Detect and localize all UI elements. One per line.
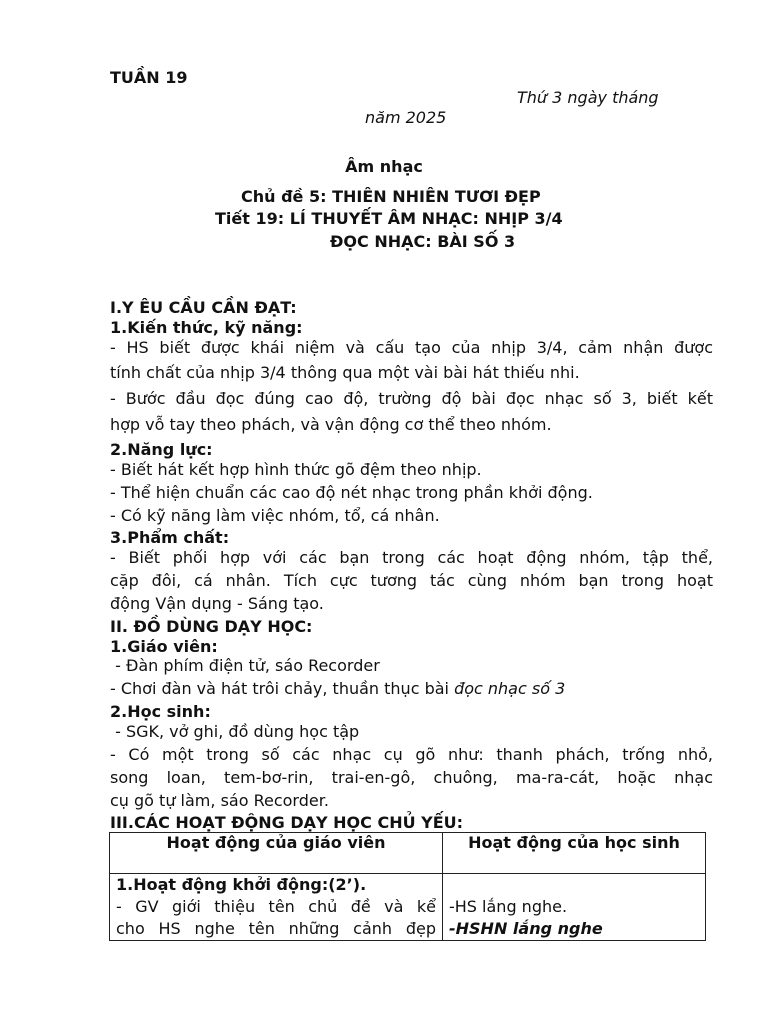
week-label: TUẦN 19 <box>110 68 188 87</box>
knowledge-line-2: tính chất của nhịp 3/4 thông qua một vài bài hát thiếu nhi. <box>110 363 580 382</box>
table-row <box>110 874 706 941</box>
year-line: năm 2025 <box>365 108 447 127</box>
knowledge-line-1: - HS biết được khái niệm và cấu tạo của nhịp 3/4, cảm nhận được <box>110 338 713 357</box>
teacher-prep-line-2 <box>110 679 565 698</box>
student-activity-line-2: -HSHN lắng nghe <box>449 919 603 938</box>
table-header-row <box>110 833 706 874</box>
student-prep-line-4: cụ gõ tự làm, sáo Recorder. <box>110 791 329 810</box>
quality-line-2: cặp đôi, cá nhân. Tích cực tương tác cùng nhóm bạn trong hoạt <box>110 571 713 590</box>
knowledge-line-3: - Bước đầu đọc đúng cao độ, trường độ bài đọc nhạc số 3, biết kết <box>110 389 713 408</box>
teacher-prep-italic: đọc nhạc số 3 <box>454 679 566 698</box>
warmup-title: 1.Hoạt động khởi động:(2’). <box>116 875 367 894</box>
teacher-column-header: Hoạt động của giáo viên <box>110 833 443 874</box>
student-activity-cell <box>443 874 706 941</box>
section1-sub1: 1.Kiến thức, kỹ năng: <box>110 318 303 337</box>
section2-heading: II. ĐỒ DÙNG DẠY HỌC: <box>110 617 313 636</box>
section2-sub1: 1.Giáo viên: <box>110 637 218 656</box>
section1-sub3: 3.Phẩm chất: <box>110 528 230 547</box>
section3-heading: III.CÁC HOẠT ĐỘNG DẠY HỌC CHỦ YẾU: <box>110 813 464 832</box>
date-line: Thứ 3 ngày tháng <box>517 88 659 107</box>
teacher-activity-cell <box>110 874 443 941</box>
ability-line-1: - Biết hát kết hợp hình thức gõ đệm theo nhịp. <box>110 460 482 479</box>
ability-line-3: - Có kỹ năng làm việc nhóm, tổ, cá nhân. <box>110 506 440 525</box>
knowledge-line-4: hợp vỗ tay theo phách, và vận động cơ thể theo nhóm. <box>110 415 552 434</box>
teacher-prep-line-1: - Đàn phím điện tử, sáo Recorder <box>110 656 380 675</box>
quality-line-3: động Vận dụng - Sáng tạo. <box>110 594 324 613</box>
activities-table <box>109 832 706 941</box>
student-prep-line-1: - SGK, vở ghi, đồ dùng học tập <box>110 722 360 741</box>
section1-heading: I.Y ÊU CẦU CẦN ĐẠT: <box>110 298 297 317</box>
subject-title: Âm nhạc <box>345 157 423 176</box>
student-activity-line-1: -HS lắng nghe. <box>449 897 568 916</box>
teacher-prep-text: - Chơi đàn và hát trôi chảy, thuần thục bài <box>110 679 455 698</box>
student-prep-line-3: song loan, tem-bơ-rin, trai-en-gô, chuông, ma-ra-cát, hoặc nhạc <box>110 768 713 787</box>
student-column-header: Hoạt động của học sinh <box>443 833 706 874</box>
quality-line-1: - Biết phối hợp với các bạn trong các hoạt động nhóm, tập thể, <box>110 548 713 567</box>
lesson-title: Tiết 19: LÍ THUYẾT ÂM NHẠC: NHỊP 3/4 <box>215 209 563 228</box>
section2-sub2: 2.Học sinh: <box>110 702 211 721</box>
reading-title: ĐỌC NHẠC: BÀI SỐ 3 <box>330 232 516 251</box>
ability-line-2: - Thể hiện chuẩn các cao độ nét nhạc trong phần khởi động. <box>110 483 593 502</box>
section1-sub2: 2.Năng lực: <box>110 440 213 459</box>
teacher-activity-line-1: - GV giới thiệu tên chủ đề và kể <box>116 897 436 916</box>
student-prep-line-2: - Có một trong số các nhạc cụ gõ như: thanh phách, trống nhỏ, <box>110 745 713 764</box>
topic-title: Chủ đề 5: THIÊN NHIÊN TƯƠI ĐẸP <box>241 187 541 206</box>
teacher-activity-line-2: cho HS nghe tên những cảnh đẹp <box>116 919 436 938</box>
